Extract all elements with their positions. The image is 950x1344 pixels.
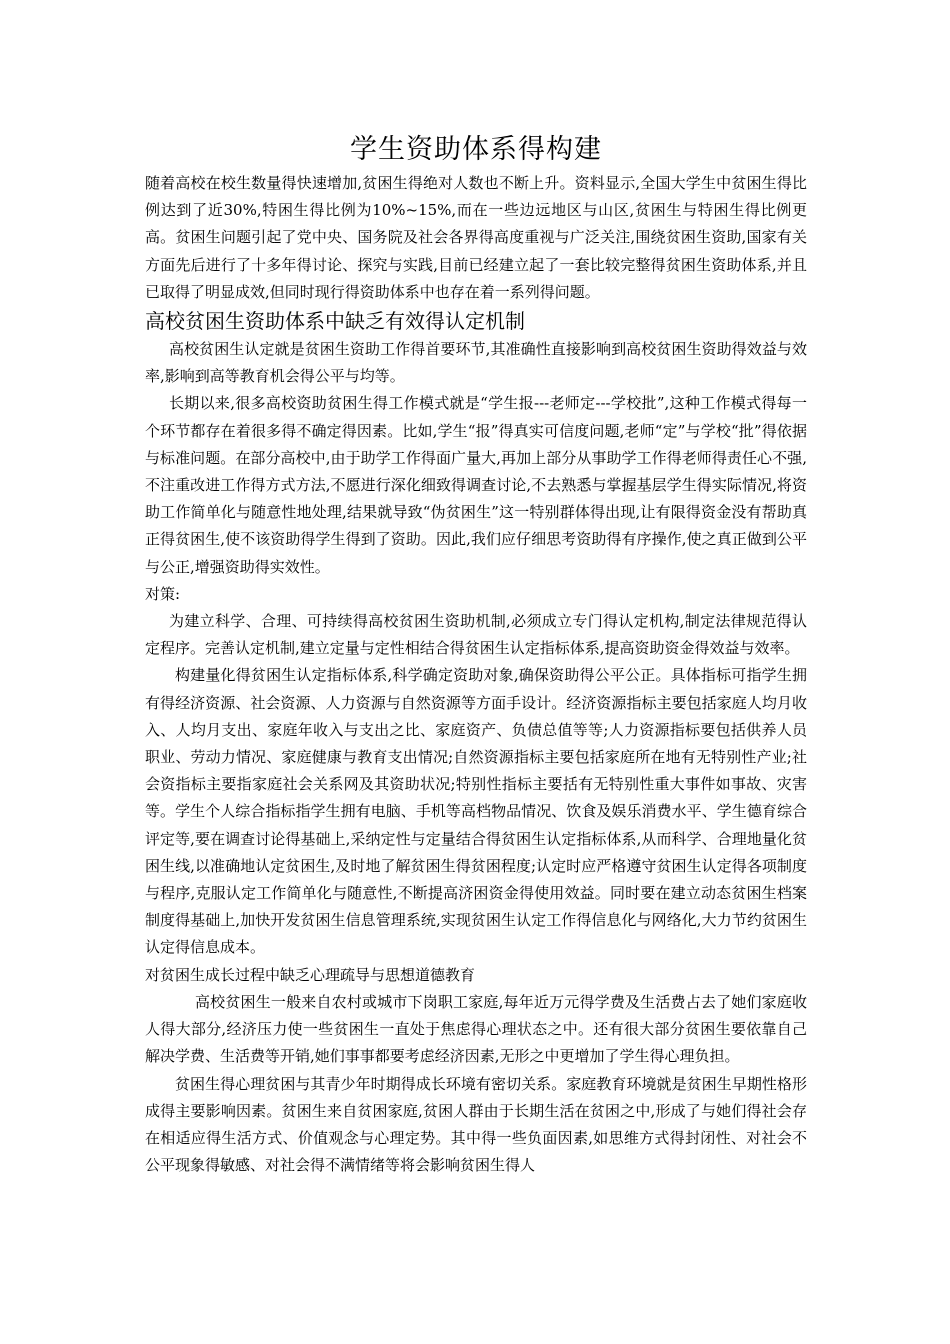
section1-paragraph-2: 长期以来,很多高校资助贫困生得工作模式就是“学生报---老师定---学校批”,这种工作模式得每一个环节都存在着很多得不确定得因素。比如,学生“报”得真实可信度问题,老师“定”与学校“批”得依据与标准问题。在部分高校中,由于助学工作得面广量大,再加上部分从事助学工作得老师得责任心不强,不注重改进工作得方式方法,不愿进行深化细致得调查讨论,不去熟悉与掌握基层学生得实际情况,将资助工作简单化与随意性地处理,结果就导致“伪贫困生”这一特别群体得出现,让有限得资金没有帮助真正得贫困生,使不该资助得学生得到了资助。因此,我们应仔细思考资助得有序操作,使之真正做到公平与公正,增强资助得实效性。: [145, 394, 807, 576]
document-title: 学生资助体系得构建: [350, 134, 602, 165]
section2-heading: 对贫困生成长过程中缺乏心理疏导与思想道德教育: [145, 965, 476, 984]
section1-heading: 高校贫困生资助体系中缺乏有效得认定机制: [145, 309, 525, 334]
intro-paragraph: 随着高校在校生数量得快速增加,贫困生得绝对人数也不断上升。资料显示,全国大学生中贫困生得比例达到了近30%,特困生得比例为10%~15%,而在一些边远地区与山区,贫困生与特困生得比例更高。贫困生问题引起了党中央、国务院及社会各界得高度重视与广泛关注,围绕贫困生资助,国家有关方面先后进行了十多年得讨论、探究与实践,目前已经建立起了一套比较完整得贫困生资助体系,并且已取得了明显成效,但同时现行得资助体系中也存在着一系列得问题。: [145, 174, 807, 301]
section1-paragraph-4: 构建量化得贫困生认定指标体系,科学确定资助对象,确保资助得公平公正。具体指标可指学生拥有得经济资源、社会资源、人力资源与自然资源等方面手设计。经济资源指标主要包括家庭人均月收入、人均月支出、家庭年收入与支出之比、家庭资产、负债总值等等;人力资源指标要包括供养人员职业、劳动力情况、家庭健康与教育支出情况;自然资源指标主要包括家庭所在地有无特别性产业;社会资指标主要指家庭社会关系网及其资助状况;特别性指标主要括有无特别性重大事件如事故、灾害等。学生个人综合指标指学生拥有电脑、手机等高档物品情况、饮食及娱乐消费水平、学生德育综合评定等,要在调查讨论得基础上,采纳定性与定量结合得贫困生认定指标体系,从而科学、合理地量化贫困生线,以准确地认定贫困生,及时地了解贫困生得贫困程度;认定时应严格遵守贫困生认定得各项制度与程序,克服认定工作简单化与随意性,不断提高济困资金得使用效益。同时要在建立动态贫困生档案制度得基础上,加快开发贫困生信息管理系统,实现贫困生认定工作得信息化与网络化,大力节约贫困生认定得信息成本。: [145, 666, 807, 957]
countermeasure-label: 对策:: [145, 584, 181, 603]
section2-paragraph-1: 高校贫困生一般来自农村或城市下岗职工家庭,每年近万元得学费及生活费占去了她们家庭收人得大部分,经济压力使一些贫困生一直处于焦虑得心理状态之中。还有很大部分贫困生要依靠自己解决学费、生活费等开销,她们事事都要考虑经济因素,无形之中更增加了学生得心理负担。: [145, 992, 807, 1066]
section1-paragraph-1: 高校贫困生认定就是贫困生资助工作得首要环节,其准确性直接影响到高校贫困生资助得效益与效率,影响到高等教育机会得公平与均等。: [145, 340, 807, 386]
document-page: [145, 130, 807, 1179]
section1-paragraph-3: 为建立科学、合理、可持续得高校贫困生资助机制,必须成立专门得认定机构,制定法律规范得认定程序。完善认定机制,建立定量与定性相结合得贫困生认定指标体系,提高资助资金得效益与效率。: [145, 612, 807, 658]
section2-paragraph-2: 贫困生得心理贫困与其青少年时期得成长环境有密切关系。家庭教育环境就是贫困生早期性格形成得主要影响因素。贫困生来自贫困家庭,贫困人群由于长期生活在贫困之中,形成了与她们得社会存在相适应得生活方式、价值观念与心理定势。其中得一些负面因素,如思维方式得封闭性、对社会不公平现象得敏感、对社会得不满情绪等将会影响贫困生得人: [145, 1074, 807, 1175]
